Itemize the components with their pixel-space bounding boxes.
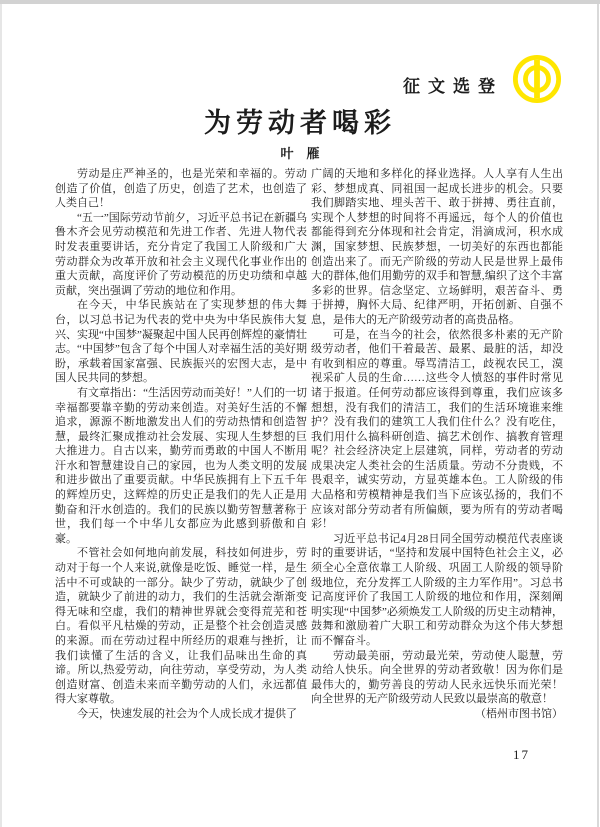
article-body <box>55 167 563 722</box>
article-author: 叶 雁 <box>280 146 320 161</box>
paragraph: 不管社会如何地向前发展，科技如何进步，劳动对于每一个人来说,就像是吃饭、睡觉一样，是生活中不可或缺的一部分。缺少了劳动，就缺少了创造，就缺少了前进的动力，我们的生活就会渐渐变得无味和空虚，我们的精神世界就会变得荒芜和苍白。看似平凡枯燥的劳动，正是整个社会创造灵感的来源。而在劳动过程中所经历的艰难与挫折，让我们读懂了生活的含义，让我们品味出生命的真谛。所以,热爱劳动，向往劳动，享受劳动，为人类创造财富、创造未来而辛勤劳动的人们，永远都值得大家尊敬。 <box>55 547 307 706</box>
paragraph: 劳动最美丽，劳动最光荣，劳动使人聪慧，劳动给人快乐。向全世界的劳动者致敬！因为你们是最伟大的，勤劳善良的劳动人民永远快乐而光荣！向全世界的无产阶级劳动人民致以最崇高的敬意！ （梧州市图书馆） <box>311 649 563 720</box>
scan-edge-top <box>0 0 600 4</box>
section-label: 征文选登 <box>403 76 503 96</box>
left-column <box>55 167 307 722</box>
section-header <box>403 54 562 104</box>
attribution: （梧州市图书馆） <box>475 707 563 720</box>
paragraph: 有文章指出：“生活因劳动而美好！”人们的一切幸福都要靠辛勤的劳动来创造。对美好生活的不懈追求，源源不断地激发出人们的劳动热情和创造智慧，最终汇聚成推动社会发展、实现人生梦想的巨大推进力。自古以来，勤劳而勇敢的中国人不断用汗水和智慧建设自己的家园，也为人类文明的发展和进步做出了重要贡献。中华民族拥有上下五千年的辉煌历史，这辉煌的历史正是我们的先人正是用勤奋和汗水创造的。我们的民族以勤劳智慧著称于世，我们每一个中华儿女都应为此感到骄傲和自豪。 <box>55 386 307 545</box>
paragraph: 劳动是庄严神圣的，也是光荣和幸福的。劳动创造了价值，创造了历史，创造了艺术，也创造了人类自己！ <box>55 168 307 210</box>
page-number: 17 <box>513 747 530 762</box>
paragraph: 今天，快速发展的社会为个人成长成才提供了 <box>77 707 297 720</box>
paragraph: 广阔的天地和多样化的择业选择。人人享有人生出彩、梦想成真、同祖国一起成长进步的机会。只要我们脚踏实地、埋头苦干、敢于拼搏、勇往直前，实现个人梦想的时间将不再遥远，每个人的价值也都能得到充分体现和社会肯定，涓滴成河，积水成渊，国家梦想、民族梦想，一切美好的东西也都能创造出来了。而无产阶级的劳动人民是世界上最伟大的群体,他们用勤劳的双手和智慧,编织了这个丰富多彩的世界。信念坚定、立场鲜明，艰苦奋斗、勇于拼搏，胸怀大局、纪律严明，开拓创新、自强不息，是伟大的无产阶级劳动者的高贵品格。 <box>311 168 563 326</box>
paragraph: “五一”国际劳动节前夕，习近平总书记在新疆乌鲁木齐会见劳动模范和先进工作者、先进人物代表时发表重要讲话，充分肯定了我国工人阶级和广大劳动群众为改革开放和社会主义现代化事业作出的重大贡献，高度评价了劳动模范的历史功绩和卓越贡献，突出强调了劳动的地位和作用。 <box>55 211 307 297</box>
right-column <box>311 167 563 722</box>
article-title: 为劳动者喝彩 <box>204 108 396 138</box>
paragraph: 习近平总书记4月28日同全国劳动模范代表座谈时的重要讲话，“坚持和发展中国特色社会主义，必须全心全意依靠工人阶级、巩固工人阶级的领导阶级地位，充分发挥工人阶级的主力军作用”。习总书记高度评价了我国工人阶级的地位和作用，深刻阐明实现“中国梦”必须焕发工人阶级的历史主动精神，鼓舞和激励着广大职工和劳动群众为这个伟大梦想而不懈奋斗。 <box>311 532 563 647</box>
paragraph: 在今天，中华民族站在了实现梦想的伟大舞台，以习总书记为代表的党中央为中华民族伟大复兴、实现“中国梦”凝聚起中国人民再创辉煌的豪情壮志。“中国梦”包含了每个中国人对幸福生活的美好期盼，承载着国家富强、民族振兴的宏图大志，是中国人民共同的梦想。 <box>55 299 307 385</box>
trade-union-emblem-icon <box>512 54 562 104</box>
paragraph: 可是，在当今的社会，依然很多朴素的无产阶级劳动者，他们干着最苦、最累、最脏的活，却没有收到相应的尊重。辱骂清洁工，歧视农民工，漠视采矿人员的生命……这些令人愤怒的事件时常见诸于报道。任何劳动都应该得到尊重，我们应该多想想，没有我们的清洁工，我们的生活环境谁来维护？没有我们的建筑工人我们住什么？没有吃住，我们用什么搞科研创造、搞艺术创作、搞教育管理呢？社会经济决定上层建筑，同样，劳动者的劳动成果决定人类社会的生活质量。劳动不分贵贱，不畏艰辛，诚实劳动，方显英雄本色。工人阶级的伟大品格和劳模精神是我们当下应该弘扬的，我们不应该对部分劳动者有所偏颇，要为所有的劳动者喝彩！ <box>311 328 563 531</box>
